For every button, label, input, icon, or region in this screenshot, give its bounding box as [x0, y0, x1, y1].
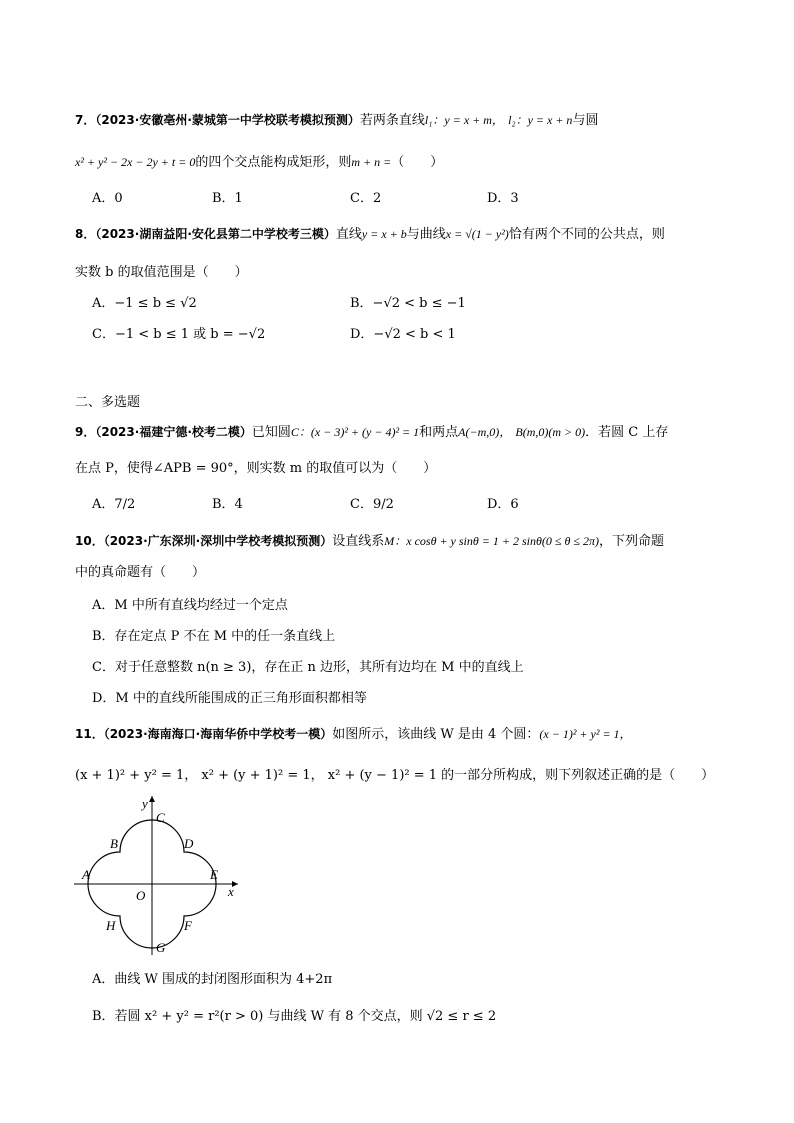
q8-text2: 与曲线 — [406, 227, 446, 242]
q9-math3: B(m,0)(m > 0) — [515, 425, 586, 439]
q8-text1: 直线 — [335, 227, 362, 242]
q8-line1 — [75, 223, 665, 242]
q7-line2-end: （ ） — [391, 155, 444, 170]
q9-option-b: B．4 — [212, 497, 243, 512]
q8-number: 8． — [75, 227, 96, 241]
section-heading: 二、多选题 — [75, 395, 141, 410]
q8-text3: 恰有两个不同的公共点，则 — [508, 227, 665, 242]
q8-option-b: B．−√2 < b ≤ −1 — [350, 296, 466, 311]
label-e: E — [210, 867, 218, 882]
q7-source: （2023·安徽亳州·蒙城第一中学校联考模拟预测） — [95, 113, 360, 127]
label-f: F — [184, 918, 192, 933]
q7-line2-text: 的四个交点能构成矩形，则 — [195, 155, 352, 170]
q7-line2 — [75, 151, 443, 170]
q9-number: 9． — [75, 425, 96, 439]
q11-math1: (x − 1)² + y² = 1， — [539, 727, 632, 741]
label-o: O — [136, 888, 146, 903]
q9-line2: 在点 P，使得∠APB = 90°，则实数 m 的取值可以为（ ） — [75, 461, 437, 476]
q7-circle-eq: x² + y² − 2x − 2y + t = 0 — [75, 155, 196, 169]
q11-source: （2023·海南海口·海南华侨中学校考一模） — [103, 727, 333, 741]
curve-w-figure — [70, 790, 245, 960]
label-b: B — [110, 836, 118, 851]
q10-math1: M：x cosθ + y sinθ = 1 + 2 sinθ(0 ≤ θ ≤ 2π) — [384, 534, 599, 548]
q11-option-b: B．若圆 x² + y² = r²(r > 0) 与曲线 W 有 8 个交点，则 √2 ≤ r ≤ 2 — [92, 1009, 497, 1024]
q10-option-c: C．对于任意整数 n(n ≥ 3)，存在正 n 边形，其所有边均在 M 中的直线上 — [92, 660, 524, 675]
q10-option-d: D．M 中的直线所能围成的正三角形面积都相等 — [92, 691, 367, 706]
label-c: C — [156, 810, 165, 825]
q10-option-a: A．M 中所有直线均经过一个定点 — [92, 598, 288, 613]
q7-text1: 若两条直线 — [359, 113, 425, 128]
label-g: G — [156, 940, 166, 955]
label-a: A — [82, 867, 90, 882]
q9-option-a: A．7/2 — [92, 497, 136, 512]
label-y: y — [142, 796, 148, 811]
q8-source: （2023·湖南益阳·安化县第二中学校考三模） — [95, 227, 336, 241]
q10-line1 — [75, 530, 664, 549]
q9-source: （2023·福建宁德·校考二模） — [95, 425, 252, 439]
q9-math1: C：(x − 3)² + (y − 4)² = 1 — [290, 425, 420, 439]
label-h: H — [106, 918, 116, 933]
q7-option-c: C．2 — [350, 191, 382, 206]
q7-line2-math2: m + n = — [351, 155, 392, 169]
q7-l1: l₁：y = x + m， — [424, 113, 504, 127]
q10-text1: 设直线系 — [332, 534, 385, 549]
label-d: D — [184, 836, 194, 851]
q9-text1: 已知圆 — [251, 425, 291, 440]
q7-text2: 与圆 — [572, 113, 599, 128]
q8-math1: y = x + b — [361, 227, 407, 241]
q9-text3: ．若圆 C 上存 — [585, 425, 669, 440]
q10-number: 10． — [75, 534, 104, 548]
q7-number: 7． — [75, 113, 96, 127]
label-x: x — [228, 884, 234, 899]
q7-option-b: B．1 — [212, 191, 243, 206]
q7-l2: l₂：y = x + n — [508, 113, 573, 127]
q9-line1 — [75, 421, 668, 440]
q11-number: 11． — [75, 727, 104, 741]
q8-option-a: A．−1 ≤ b ≤ √2 — [92, 296, 197, 311]
q8-option-c: C．−1 < b ≤ 1 或 b = −√2 — [92, 327, 266, 342]
q10-line2: 中的真命题有（ ） — [75, 565, 206, 580]
q9-math2: A(−m,0)， — [458, 425, 512, 439]
q7-option-d: D．3 — [487, 191, 519, 206]
q7-option-a: A．0 — [92, 191, 123, 206]
q8-option-d: D．−√2 < b < 1 — [350, 327, 456, 342]
q10-option-b: B．存在定点 P 不在 M 中的任一条直线上 — [92, 629, 336, 644]
q8-math2: x = √(1 − y²) — [445, 227, 509, 241]
q11-text1: 如图所示，该曲线 W 是由 4 个圆： — [332, 727, 540, 742]
q10-text2: ，下列命题 — [598, 534, 664, 549]
q11-line1 — [75, 723, 632, 742]
q9-option-c: C．9/2 — [350, 497, 394, 512]
q9-option-d: D．6 — [487, 497, 519, 512]
q8-line2: 实数 b 的取值范围是（ ） — [75, 265, 248, 280]
q11-option-a: A．曲线 W 围成的封闭图形面积为 4+2π — [92, 972, 333, 987]
q9-text2: 和两点 — [419, 425, 459, 440]
q11-line2: (x + 1)² + y² = 1， x² + (y + 1)² = 1， x² + (y − 1)² = 1 的一部分所构成，则下列叙述正确的是（ ） — [75, 768, 715, 783]
q7-line1 — [75, 109, 598, 128]
q10-source: （2023·广东深圳·深圳中学校考模拟预测） — [103, 534, 333, 548]
